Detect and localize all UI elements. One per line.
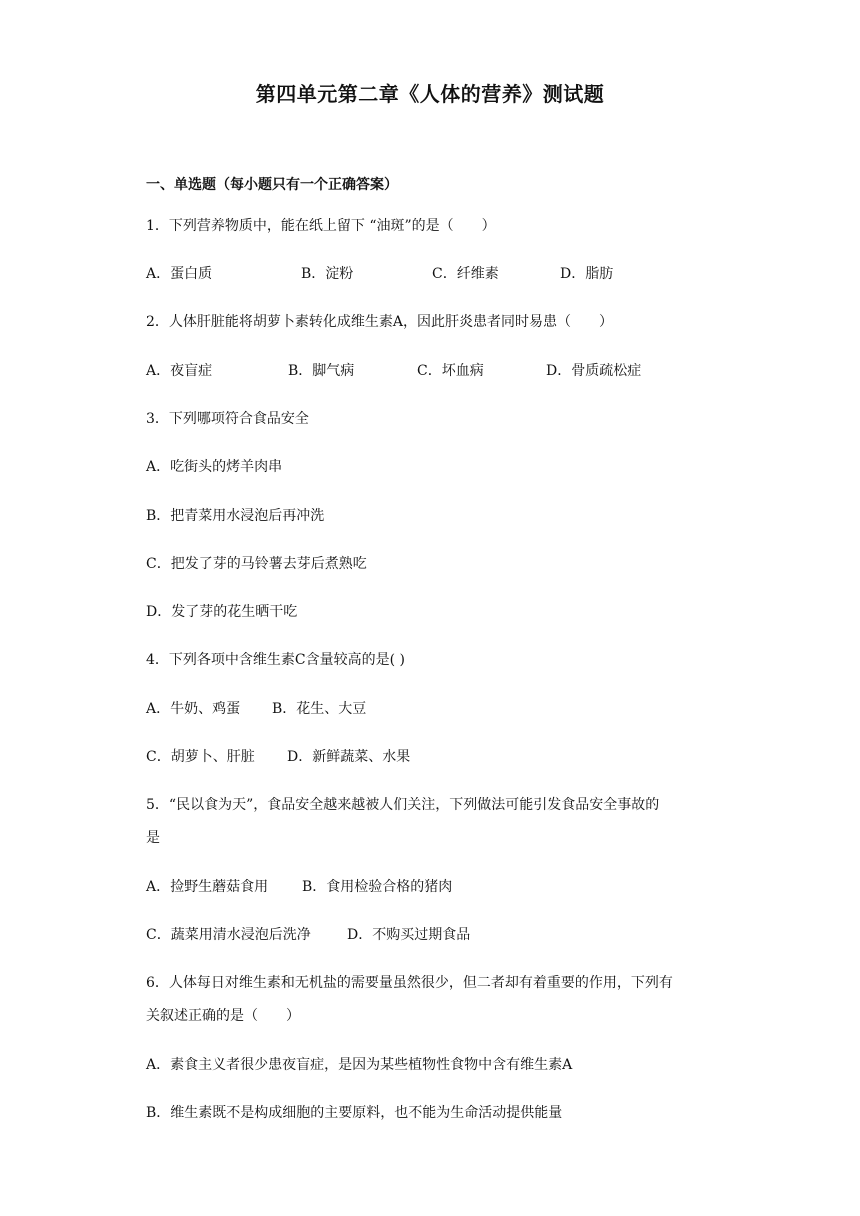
question-4-option-b: B．花生、大豆 — [272, 701, 367, 717]
question-5-option-b: B．食用检验合格的猪肉 — [302, 879, 453, 895]
question-3-stem: 3．下列哪项符合食品安全 — [146, 411, 309, 427]
question-5-option-d: D．不购买过期食品 — [347, 927, 471, 943]
question-3-option-d: D．发了芽的花生晒干吃 — [146, 604, 298, 620]
question-2-option-c: C．坏血病 — [417, 363, 484, 379]
question-4-option-a: A．牛奶、鸡蛋 — [146, 701, 241, 717]
section-heading: 一、单选题（每小题只有一个正确答案） — [146, 177, 398, 193]
question-4-option-d: D．新鲜蔬菜、水果 — [287, 749, 411, 765]
question-1-option-a: A．蛋白质 — [146, 266, 213, 282]
question-5-option-c: C．蔬菜用清水浸泡后洗净 — [146, 927, 311, 943]
question-6-option-a: A．素食主义者很少患夜盲症，是因为某些植物性食物中含有维生素A — [146, 1057, 573, 1073]
question-6-stem-line-2: 关叙述正确的是（ ） — [146, 1008, 300, 1024]
question-6-option-b: B．维生素既不是构成细胞的主要原料，也不能为生命活动提供能量 — [146, 1105, 563, 1121]
question-4-stem: 4．下列各项中含维生素C含量较高的是( ) — [146, 652, 405, 668]
question-2-stem: 2．人体肝脏能将胡萝卜素转化成维生素A，因此肝炎患者同时易患（ ） — [146, 314, 614, 330]
question-2-option-b: B．脚气病 — [288, 363, 355, 379]
question-3-option-c: C．把发了芽的马铃薯去芽后煮熟吃 — [146, 556, 367, 572]
question-1-option-d: D．脂肪 — [560, 266, 614, 282]
question-3-option-a: A．吃街头的烤羊肉串 — [146, 459, 283, 475]
question-5-stem-line-1: 5．“民以食为天”，食品安全越来越被人们关注，下列做法可能引发食品安全事故的 — [146, 797, 660, 813]
question-1-stem: 1．下列营养物质中，能在纸上留下 “油斑”的是（ ） — [146, 218, 496, 234]
question-3-option-b: B．把青菜用水浸泡后再冲洗 — [146, 508, 325, 524]
question-6-stem-line-1: 6．人体每日对维生素和无机盐的需要量虽然很少，但二者却有着重要的作用，下列有 — [146, 975, 673, 991]
question-1-option-c: C．纤维素 — [432, 266, 499, 282]
question-5-stem-line-2: 是 — [146, 830, 160, 846]
question-2-option-a: A．夜盲症 — [146, 363, 213, 379]
question-1-option-b: B．淀粉 — [301, 266, 354, 282]
question-5-option-a: A．捡野生蘑菇食用 — [146, 879, 269, 895]
page-title: 第四单元第二章《人体的营养》测试题 — [255, 82, 605, 106]
question-2-option-d: D．骨质疏松症 — [546, 363, 642, 379]
question-4-option-c: C．胡萝卜、肝脏 — [146, 749, 255, 765]
